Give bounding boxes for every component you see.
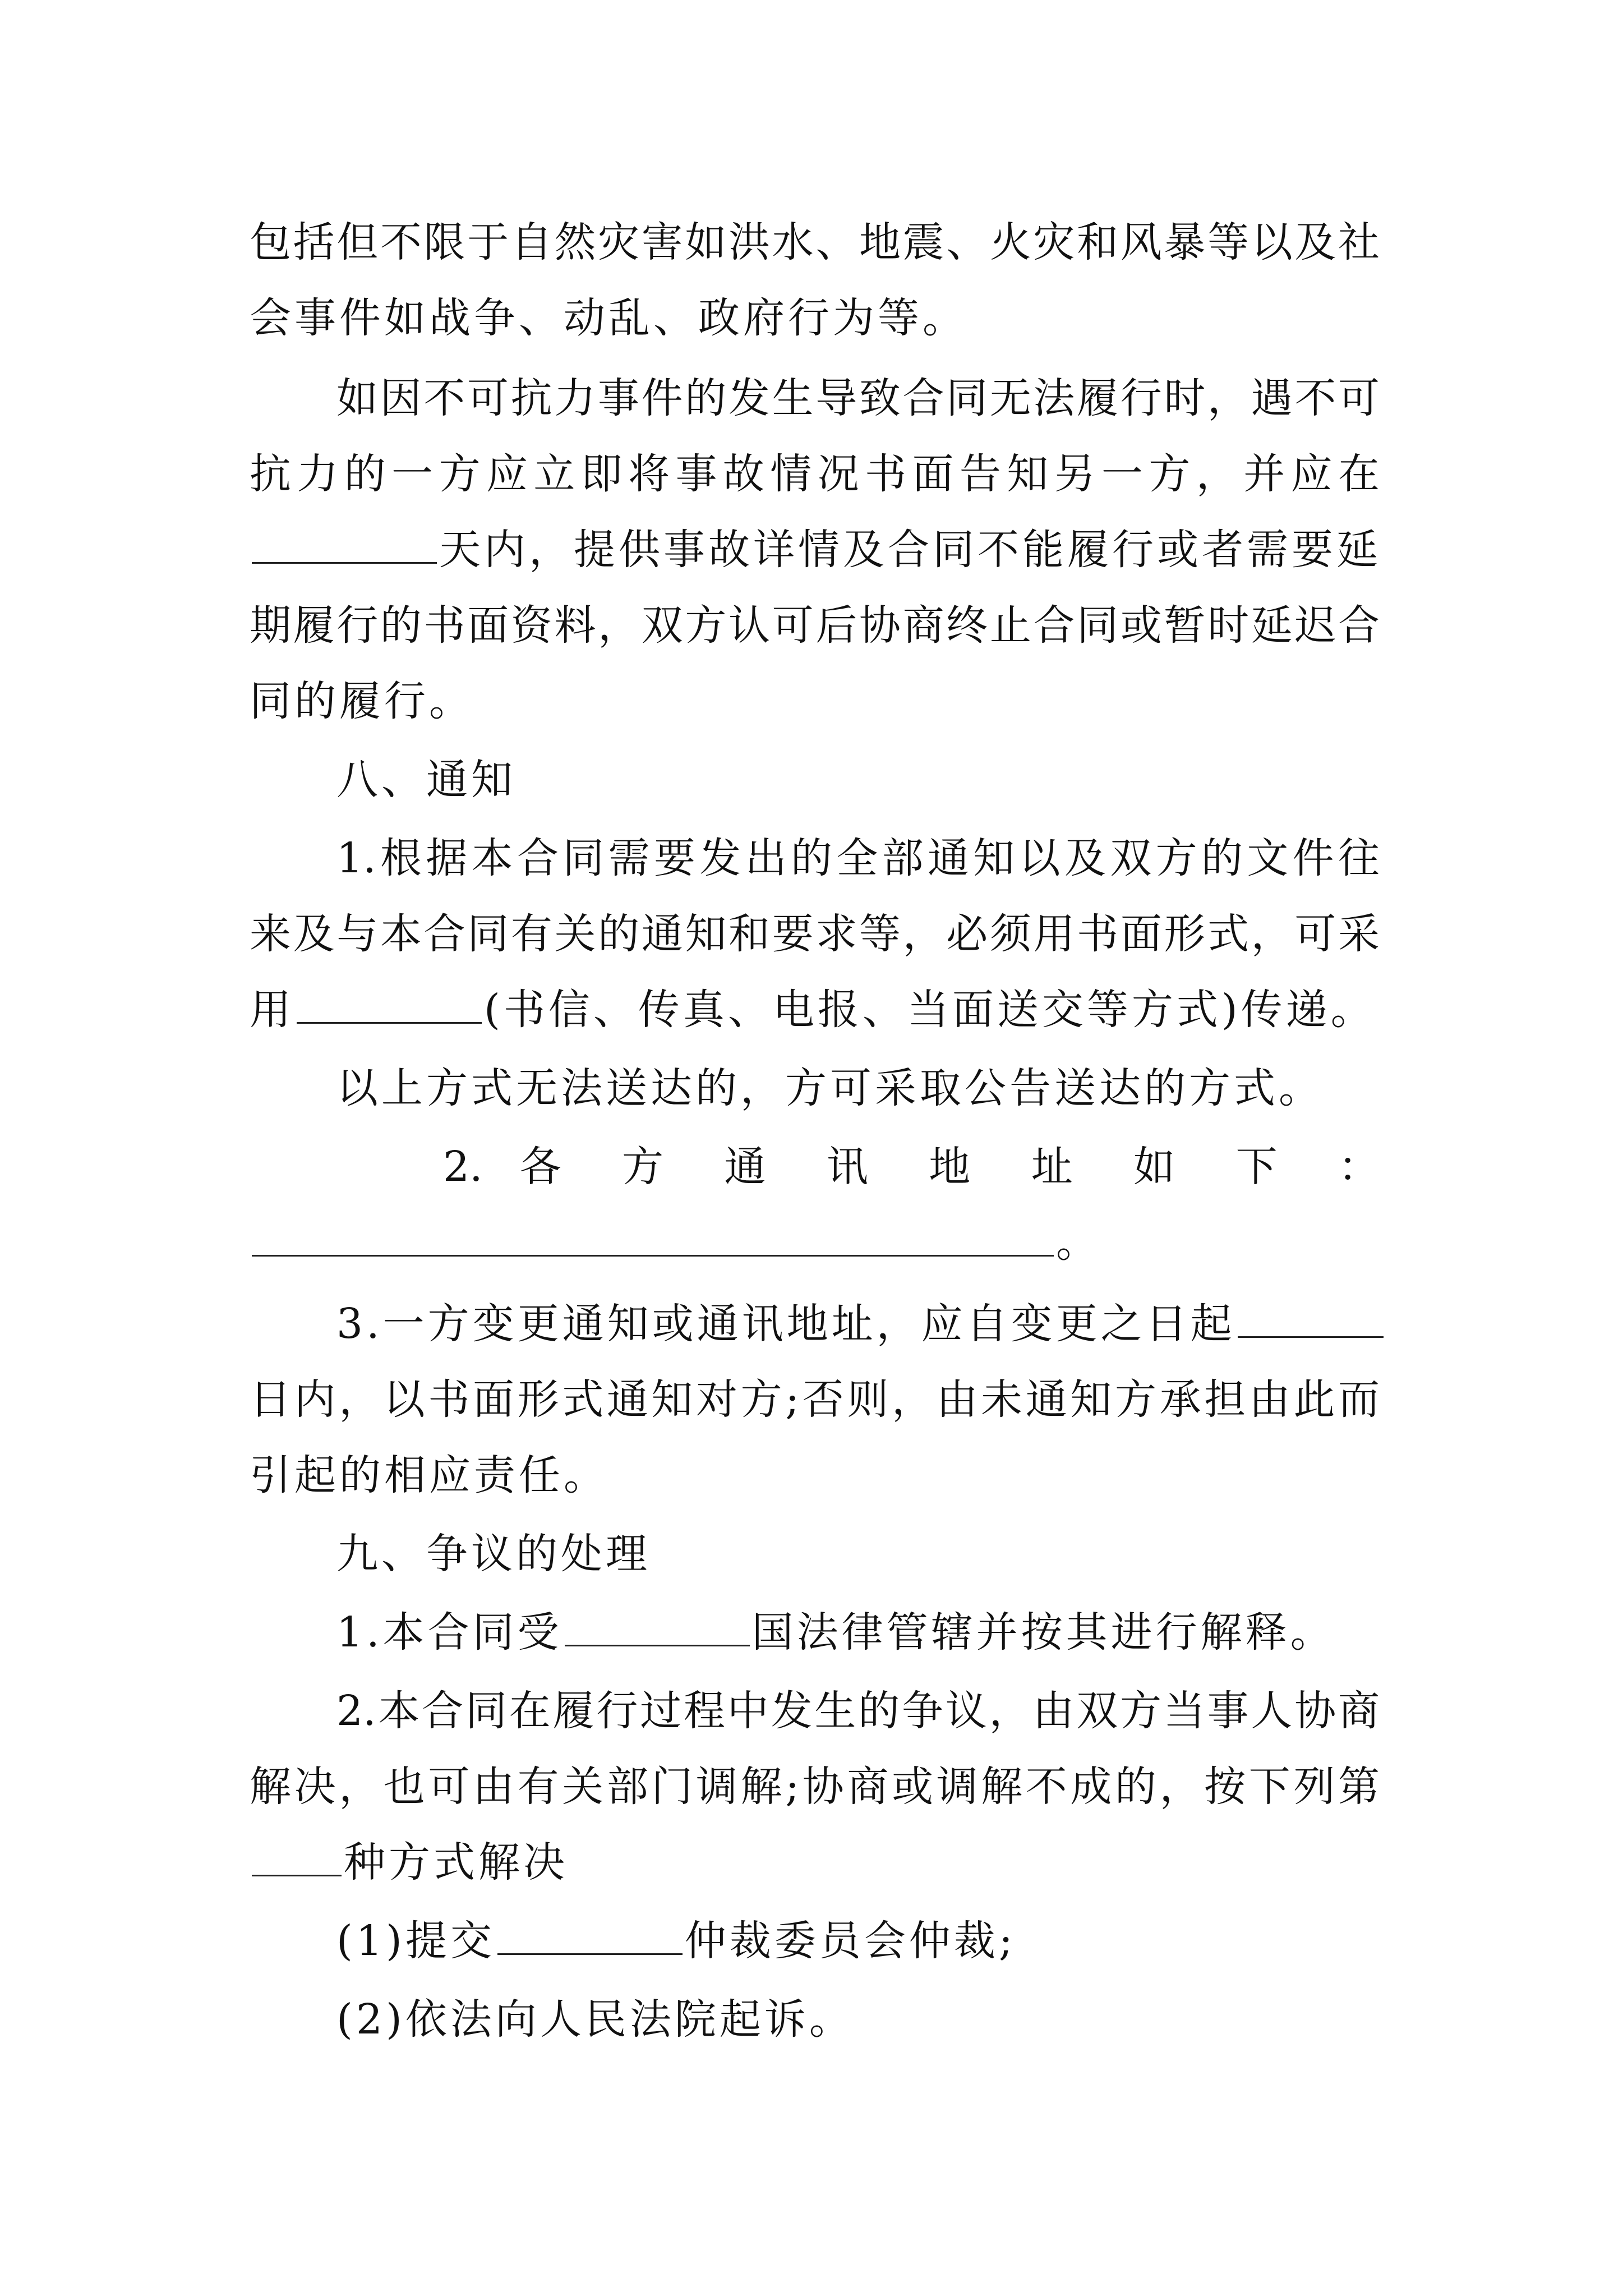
line-text: 用 xyxy=(250,986,294,1034)
paragraph-line: 2.本合同在履行过程中发生的争议，由双方当事人协商 xyxy=(336,1687,1380,1735)
line-text: 。 xyxy=(1056,1218,1101,1267)
paragraph-line: 解决，也可由有关部门调解;协商或调解不成的，按下列第 xyxy=(250,1763,1380,1811)
paragraph-line: 2. 各 方 通 讯 地 址 如 下 ： xyxy=(443,1143,1380,1191)
paragraph-line: 来及与本合同有关的通知和要求等，必须用书面形式，可采 xyxy=(250,910,1380,958)
fill-in-blank[interactable] xyxy=(252,523,437,564)
paragraph-line: 日内，以书面形式通知对方;否则，由未通知方承担由此而 xyxy=(250,1375,1380,1424)
paragraph-line xyxy=(336,1902,1016,1980)
paragraph-line: 包括但不限于自然灾害如洪水、地震、火灾和风暴等以及社 xyxy=(250,218,1380,266)
address-blank[interactable] xyxy=(252,1216,1054,1257)
paragraph-line: 同的履行。 xyxy=(250,677,474,725)
paragraph-line: 期履行的书面资料，双方认可后协商终止合同或暂时延迟合 xyxy=(250,601,1380,650)
paragraph-line xyxy=(336,1593,1335,1672)
line-text: (书信、传真、电报、当面送交等方式)传递。 xyxy=(484,986,1376,1034)
paragraph-line: 会事件如战争、动乱、政府行为等。 xyxy=(250,294,967,342)
line-text: 仲裁委员会仲裁; xyxy=(684,1917,1016,1965)
line-text: 3.一方变更通知或通讯地址，应自变更之日起 xyxy=(336,1300,1235,1348)
paragraph-line xyxy=(250,1823,568,1902)
line-text: 1.本合同受 xyxy=(336,1608,562,1657)
line-text: 天内，提供事故详情及合同不能履行或者需要延 xyxy=(439,526,1381,574)
line-text: (1)提交 xyxy=(336,1917,495,1965)
paragraph-line xyxy=(250,970,1376,1049)
paragraph-line: (2)依法向人民法院起诉。 xyxy=(336,1995,854,2044)
line-text: 国法律管辖并按其进行解释。 xyxy=(751,1608,1335,1657)
fill-in-blank[interactable] xyxy=(297,983,482,1024)
section-heading: 八、通知 xyxy=(336,756,516,804)
paragraph-line: 以上方式无法送达的，方可采取公告送达的方式。 xyxy=(336,1064,1324,1112)
line-text: 种方式解决 xyxy=(344,1838,568,1887)
section-heading: 九、争议的处理 xyxy=(336,1530,651,1578)
paragraph-line xyxy=(336,1285,1386,1363)
paragraph-line: 抗力的一方应立即将事故情况书面告知另一方，并应在 xyxy=(250,450,1380,498)
paragraph-line xyxy=(250,510,1381,589)
fill-in-blank[interactable] xyxy=(497,1914,683,1955)
paragraph-line xyxy=(250,1203,1101,1282)
fill-in-blank[interactable] xyxy=(252,1835,342,1876)
paragraph-line: 引起的相应责任。 xyxy=(250,1451,608,1499)
fill-in-blank[interactable] xyxy=(1238,1297,1384,1338)
fill-in-blank[interactable] xyxy=(565,1605,750,1646)
paragraph-line: 1.根据本合同需要发出的全部通知以及双方的文件往 xyxy=(336,834,1380,882)
paragraph-line: 如因不可抗力事件的发生导致合同无法履行时，遇不可 xyxy=(336,374,1380,422)
